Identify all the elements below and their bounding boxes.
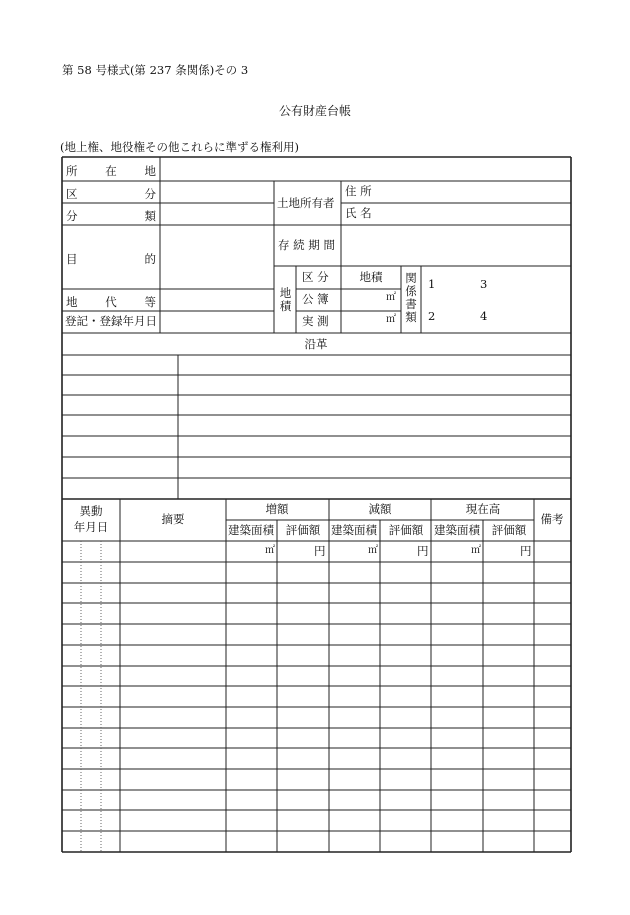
doc-num-2: 2 xyxy=(428,309,436,323)
label-valuation-dec: 評価額 xyxy=(388,523,424,537)
unit-yen-inc: 円 xyxy=(314,544,326,558)
label-area-header: 地積 xyxy=(359,270,383,284)
label-address: 住 所 xyxy=(345,184,372,198)
label-summary: 摘要 xyxy=(161,512,185,526)
label-valuation-cur: 評価額 xyxy=(491,523,527,537)
label-area-category: 区 分 xyxy=(302,270,329,284)
label-classification: 分 類 xyxy=(66,209,156,223)
doc-num-4: 4 xyxy=(480,309,488,323)
label-change-date-1: 異動 xyxy=(79,504,103,518)
unit-sqm-registry: ㎡ xyxy=(386,292,396,303)
label-duration: 存 続 期 間 xyxy=(278,238,335,252)
label-rent: 地 代 等 xyxy=(66,295,156,309)
label-decrease: 減額 xyxy=(368,502,392,516)
label-location: 所 在 地 xyxy=(66,164,156,178)
doc-num-3: 3 xyxy=(480,277,488,291)
unit-yen-cur: 円 xyxy=(520,544,532,558)
label-building-area-dec: 建築面積 xyxy=(331,523,377,537)
form-number: 第 58 号様式(第 237 条関係)その 3 xyxy=(62,63,249,77)
label-purpose: 目 的 xyxy=(66,252,156,266)
label-category: 区 分 xyxy=(66,187,156,201)
page-title: 公有財産台帳 xyxy=(278,104,352,118)
label-measured: 実 測 xyxy=(302,314,329,328)
label-change-date-2: 年月日 xyxy=(73,520,109,534)
unit-sqm-inc: ㎡ xyxy=(265,545,275,556)
unit-sqm-dec: ㎡ xyxy=(368,545,378,556)
label-land-area: 地積 xyxy=(279,286,292,313)
label-building-area-inc: 建築面積 xyxy=(228,523,274,537)
unit-sqm-measured: ㎡ xyxy=(386,314,396,325)
unit-sqm-cur: ㎡ xyxy=(471,545,481,556)
label-name: 氏 名 xyxy=(345,206,372,220)
label-remarks: 備考 xyxy=(540,512,564,526)
label-registry: 公 簿 xyxy=(302,292,329,306)
form-subtitle: (地上権、地役権その他これらに準ずる権利用) xyxy=(60,140,299,154)
label-history: 沿革 xyxy=(304,337,328,351)
label-valuation-inc: 評価額 xyxy=(285,523,321,537)
label-current: 現在高 xyxy=(465,502,501,516)
label-registration-date: 登記・登録年月日 xyxy=(65,314,157,328)
unit-yen-dec: 円 xyxy=(417,544,429,558)
label-building-area-cur: 建築面積 xyxy=(434,523,480,537)
label-increase: 増額 xyxy=(265,502,289,516)
label-related-docs: 関係書類 xyxy=(405,271,417,324)
doc-num-1: 1 xyxy=(428,277,436,291)
label-landowner: 土地所有者 xyxy=(277,196,335,210)
